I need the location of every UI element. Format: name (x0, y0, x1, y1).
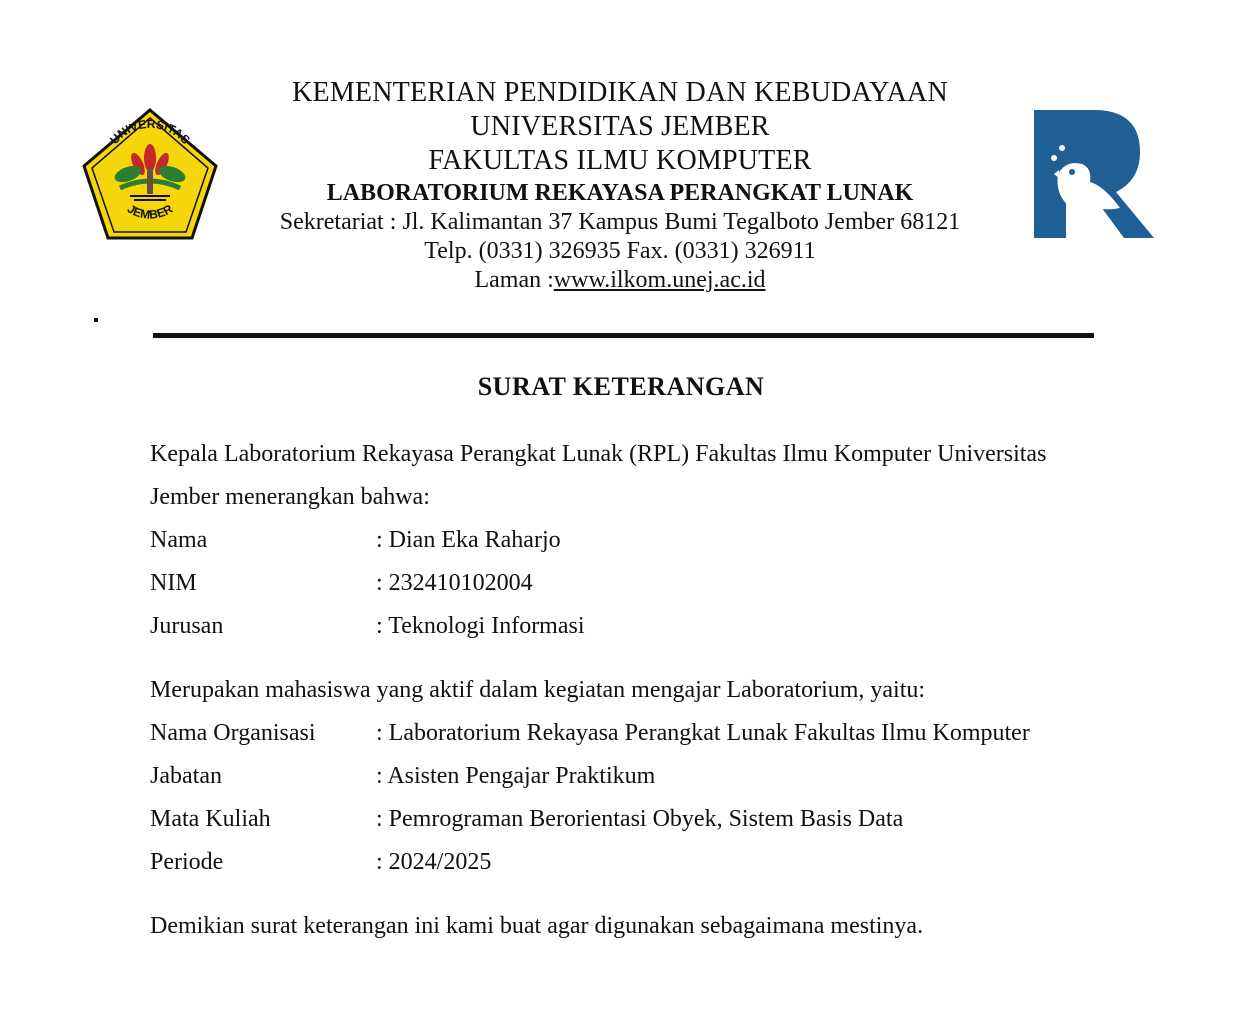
field-label: NIM (150, 570, 197, 596)
field-value: : Asisten Pengajar Praktikum (376, 763, 656, 789)
activity-row-period (150, 844, 1110, 887)
closing-statement: Demikian surat keterangan ini kami buat agar digunakan sebagaimana mestinya. (150, 913, 924, 939)
seal-bottom-text: JEMBER (124, 201, 176, 222)
student-row-nim (150, 565, 1110, 608)
field-label: Jabatan (150, 763, 222, 789)
field-label: Nama (150, 527, 208, 553)
website-link[interactable]: www.ilkom.unej.ac.id (553, 267, 766, 293)
university-name: UNIVERSITAS JEMBER (470, 111, 770, 142)
field-value: : Laboratorium Rekayasa Perangkat Lunak Fakultas Ilmu Komputer (376, 720, 1030, 746)
activity-row-organization (150, 715, 1110, 758)
stray-dot (94, 318, 98, 322)
website-line (240, 266, 1000, 295)
document-title: SURAT KETERANGAN (477, 372, 765, 401)
field-value: : 2024/2025 (376, 849, 492, 875)
laboratory-name: LABORATORIUM REKAYASA PERANGKAT LUNAK (326, 180, 914, 206)
intro-line-2: Jember menerangkan bahwa: (150, 484, 430, 510)
field-value: : Teknologi Informasi (376, 613, 585, 639)
letter-body (150, 436, 1110, 951)
address: Sekretariat : Jl. Kalimantan 37 Kampus Bumi Tegalboto Jember 68121 (279, 209, 961, 235)
student-row-department (150, 608, 1110, 651)
activity-row-course (150, 801, 1110, 844)
seal-top-text: UNIVERSITAS (107, 116, 193, 147)
intro-line-1: Kepala Laboratorium Rekayasa Perangkat Lunak (RPL) Fakultas Ilmu Komputer Universitas (150, 441, 1047, 467)
field-label: Mata Kuliah (150, 806, 271, 832)
field-label: Nama Organisasi (150, 720, 316, 746)
field-label: Periode (150, 849, 224, 875)
letterhead (240, 76, 1000, 295)
ministry-name: KEMENTERIAN PENDIDIKAN DAN KEBUDAYAAN (292, 77, 948, 108)
website-label: Laman : (474, 267, 554, 293)
student-row-name (150, 522, 1110, 565)
field-label: Jurusan (150, 613, 224, 639)
activity-row-position (150, 758, 1110, 801)
field-value: : Pemrograman Berorientasi Obyek, Sistem Basis Data (376, 806, 904, 832)
rpl-lab-logo (1032, 108, 1156, 240)
field-value: : 232410102004 (376, 570, 533, 596)
field-value: : Dian Eka Raharjo (376, 527, 561, 553)
faculty-name: FAKULTAS ILMU KOMPUTER (428, 145, 812, 176)
activity-intro: Merupakan mahasiswa yang aktif dalam kegiatan mengajar Laboratorium, yaitu: (150, 677, 926, 703)
universitas-jember-logo (80, 108, 220, 242)
phone-fax: Telp. (0331) 326935 Fax. (0331) 326911 (424, 238, 816, 264)
header-divider (153, 333, 1094, 338)
